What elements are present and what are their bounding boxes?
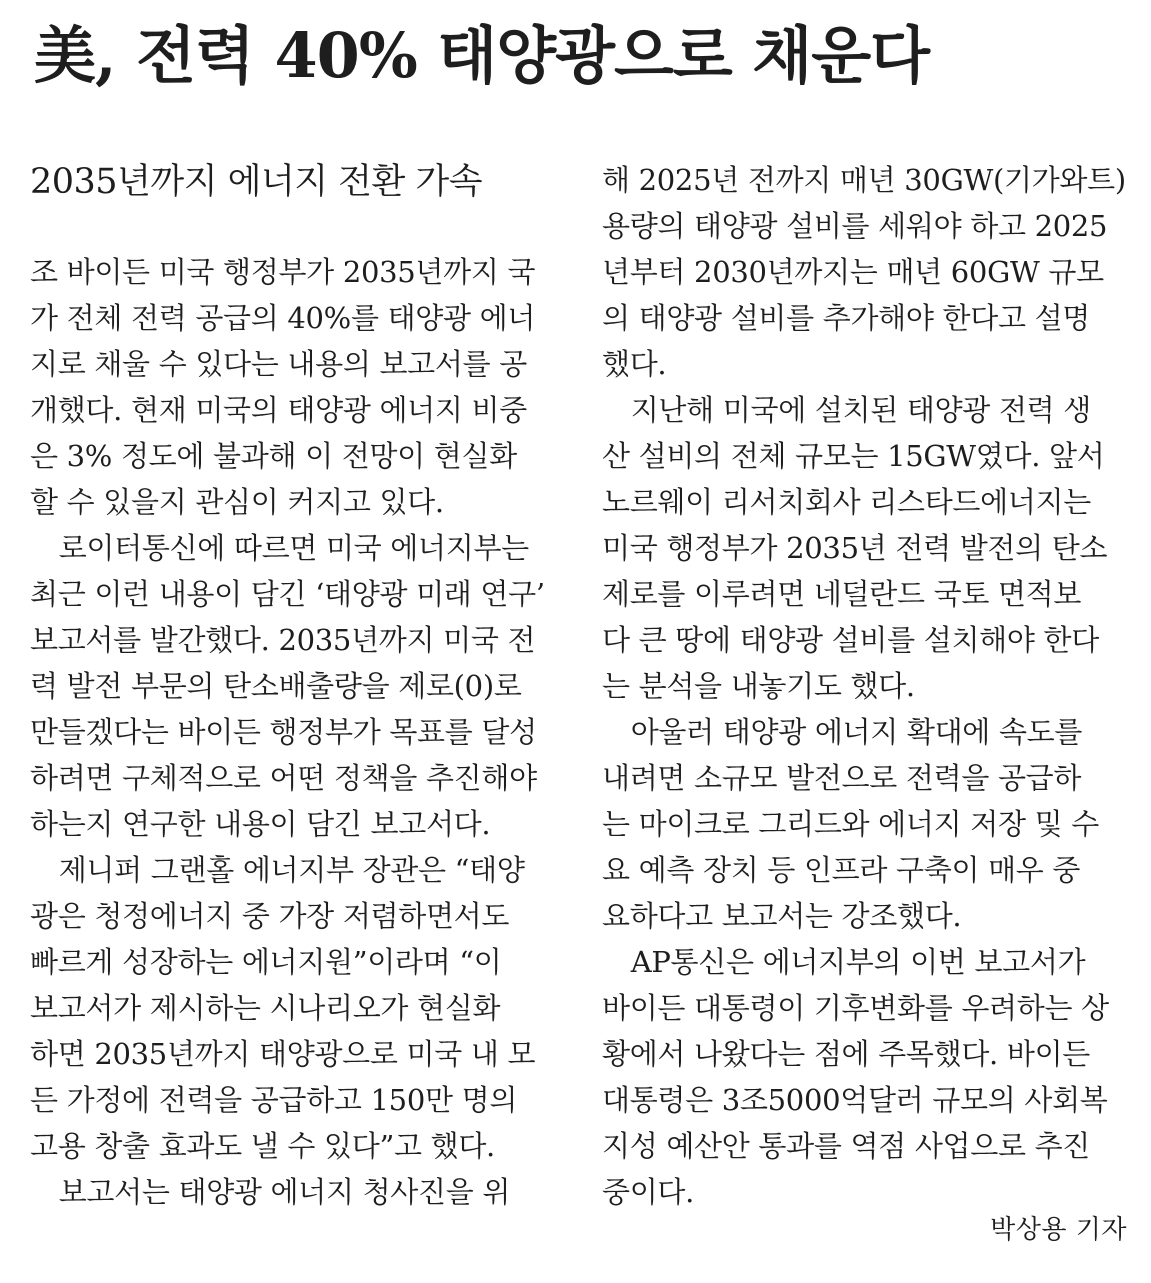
body-line: 보고서를 발간했다. 2035년까지 미국 전 bbox=[30, 623, 536, 657]
body-line: 빠르게 성장하는 에너지원”이라며 “이 bbox=[30, 945, 502, 979]
body-line: 개했다. 현재 미국의 태양광 에너지 비중 bbox=[30, 393, 527, 427]
body-line: 고용 창출 효과도 낼 수 있다”고 했다. bbox=[30, 1129, 495, 1163]
body-line: 하면 2035년까지 태양광으로 미국 내 모 bbox=[30, 1037, 536, 1071]
body-line: 제니퍼 그랜홀 에너지부 장관은 “태양 bbox=[30, 853, 525, 887]
body-line: 노르웨이 리서치회사 리스타드에너지는 bbox=[602, 485, 1091, 519]
body-line: 할 수 있을지 관심이 커지고 있다. bbox=[30, 485, 444, 519]
body-line: 의 태양광 설비를 추가해야 한다고 설명 bbox=[602, 301, 1091, 335]
article-column-left bbox=[30, 157, 560, 1215]
body-line: 는 분석을 내놓기도 했다. bbox=[602, 669, 915, 703]
body-line: 요 예측 장치 등 인프라 구축이 매우 중 bbox=[602, 853, 1081, 887]
body-line: 바이든 대통령이 기후변화를 우려하는 상 bbox=[602, 991, 1109, 1025]
body-line: 황에서 나왔다는 점에 주목했다. 바이든 bbox=[602, 1037, 1091, 1071]
body-line: 년부터 2030년까지는 매년 60GW 규모 bbox=[602, 255, 1104, 289]
headline: 美, 전력 40% 태양광으로 채운다 bbox=[34, 19, 930, 92]
body-line: 아울러 태양광 에너지 확대에 속도를 bbox=[602, 715, 1083, 749]
body-line: 최근 이런 내용이 담긴 ‘태양광 미래 연구’ bbox=[30, 577, 545, 611]
body-line: 조 바이든 미국 행정부가 2035년까지 국 bbox=[30, 255, 536, 289]
body-line: 용량의 태양광 설비를 세워야 하고 2025 bbox=[602, 209, 1108, 243]
body-line: 했다. bbox=[602, 347, 667, 381]
body-line: 가 전체 전력 공급의 40%를 태양광 에너 bbox=[30, 301, 536, 335]
body-line: 산 설비의 전체 규모는 15GW였다. 앞서 bbox=[602, 439, 1105, 473]
body-line: 다 큰 땅에 태양광 설비를 설치해야 한다 bbox=[602, 623, 1099, 657]
left-body bbox=[30, 249, 560, 1215]
article-column-right bbox=[602, 157, 1132, 1215]
body-line: 해 2025년 전까지 매년 30GW(기가와트) bbox=[602, 163, 1126, 197]
right-body bbox=[602, 157, 1132, 1215]
body-line: 은 3% 정도에 불과해 이 전망이 현실화 bbox=[30, 439, 517, 473]
body-line: 지난해 미국에 설치된 태양광 전력 생 bbox=[602, 393, 1092, 427]
body-line: 하려면 구체적으로 어떤 정책을 추진해야 bbox=[30, 761, 537, 795]
body-line: 지로 채울 수 있다는 내용의 보고서를 공 bbox=[30, 347, 527, 381]
body-line: 하는지 연구한 내용이 담긴 보고서다. bbox=[30, 807, 491, 841]
body-line: 보고서는 태양광 에너지 청사진을 위 bbox=[30, 1175, 511, 1209]
byline: 박상용 기자 bbox=[990, 1215, 1127, 1245]
body-line: 만들겠다는 바이든 행정부가 목표를 달성 bbox=[30, 715, 537, 749]
body-line: 내려면 소규모 발전으로 전력을 공급하 bbox=[602, 761, 1082, 795]
body-line: 대통령은 3조5000억달러 규모의 사회복 bbox=[602, 1083, 1108, 1117]
body-line: 보고서가 제시하는 시나리오가 현실화 bbox=[30, 991, 501, 1025]
body-line: 든 가정에 전력을 공급하고 150만 명의 bbox=[30, 1083, 518, 1117]
body-line: 력 발전 부문의 탄소배출량을 제로(0)로 bbox=[30, 669, 522, 703]
body-line: 광은 청정에너지 중 가장 저렴하면서도 bbox=[30, 899, 510, 933]
body-line: 로이터통신에 따르면 미국 에너지부는 bbox=[30, 531, 529, 565]
body-line: 중이다. bbox=[602, 1175, 695, 1209]
body-line: 제로를 이루려면 네덜란드 국토 면적보 bbox=[602, 577, 1082, 611]
body-line: AP통신은 에너지부의 이번 보고서가 bbox=[602, 945, 1086, 979]
body-line: 는 마이크로 그리드와 에너지 저장 및 수 bbox=[602, 807, 1099, 841]
body-line: 지성 예산안 통과를 역점 사업으로 추진 bbox=[602, 1129, 1091, 1163]
body-line: 미국 행정부가 2035년 전력 발전의 탄소 bbox=[602, 531, 1108, 565]
subheadline: 2035년까지 에너지 전환 가속 bbox=[30, 162, 483, 202]
body-line: 요하다고 보고서는 강조했다. bbox=[602, 899, 962, 933]
